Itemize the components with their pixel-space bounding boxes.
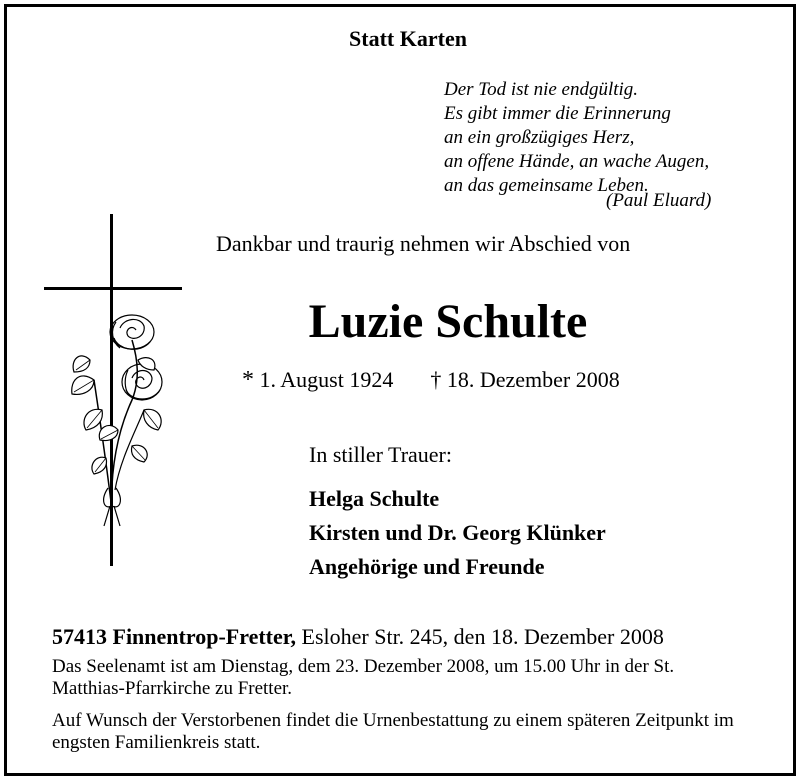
intro-text: Dankbar und traurig nehmen wir Abschied von xyxy=(216,231,631,256)
deceased-name: Luzie Schulte xyxy=(308,295,588,348)
service-info: Das Seelenamt ist am Dienstag, dem 23. Dezember 2008, um 15.00 Uhr in der St. Matthias-Pfarrkirche zu Fretter. xyxy=(52,656,675,699)
poem-line: Der Tod ist nie endgültig. xyxy=(444,79,639,100)
mourner-name: Helga Schulte xyxy=(309,486,440,511)
birth-date: 1. August 1924 xyxy=(259,367,394,392)
cross-with-roses-icon xyxy=(40,210,190,570)
location-address: Esloher Str. 245, den 18. Dezember 2008 xyxy=(301,624,664,649)
poem-line: an offene Hände, an wache Augen, xyxy=(444,151,710,172)
cross-icon: † xyxy=(430,367,442,392)
poem-author: (Paul Eluard) xyxy=(606,190,712,211)
mourner-name: Kirsten und Dr. Georg Klünker xyxy=(309,520,606,545)
life-dates xyxy=(242,367,620,394)
poem-line: an ein großzügiges Herz, xyxy=(444,127,635,148)
mourning-label: In stiller Trauer: xyxy=(309,442,452,467)
death-date: 18. Dezember 2008 xyxy=(446,367,620,392)
birth-star-icon: * xyxy=(242,367,254,393)
poem-line: an das gemeinsame Leben. xyxy=(444,175,649,196)
mourner-name: Angehörige und Freunde xyxy=(309,554,545,579)
poem xyxy=(444,78,709,198)
location-place: 57413 Finnentrop-Fretter, xyxy=(52,624,297,649)
header-statt-karten: Statt Karten xyxy=(349,26,467,51)
poem-line: Es gibt immer die Erinnerung xyxy=(444,103,671,124)
location-line xyxy=(52,624,664,650)
burial-info: Auf Wunsch der Verstorbenen findet die Urnenbestattung zu einem späteren Zeitpunkt im engsten Familienkreis statt. xyxy=(52,710,734,753)
